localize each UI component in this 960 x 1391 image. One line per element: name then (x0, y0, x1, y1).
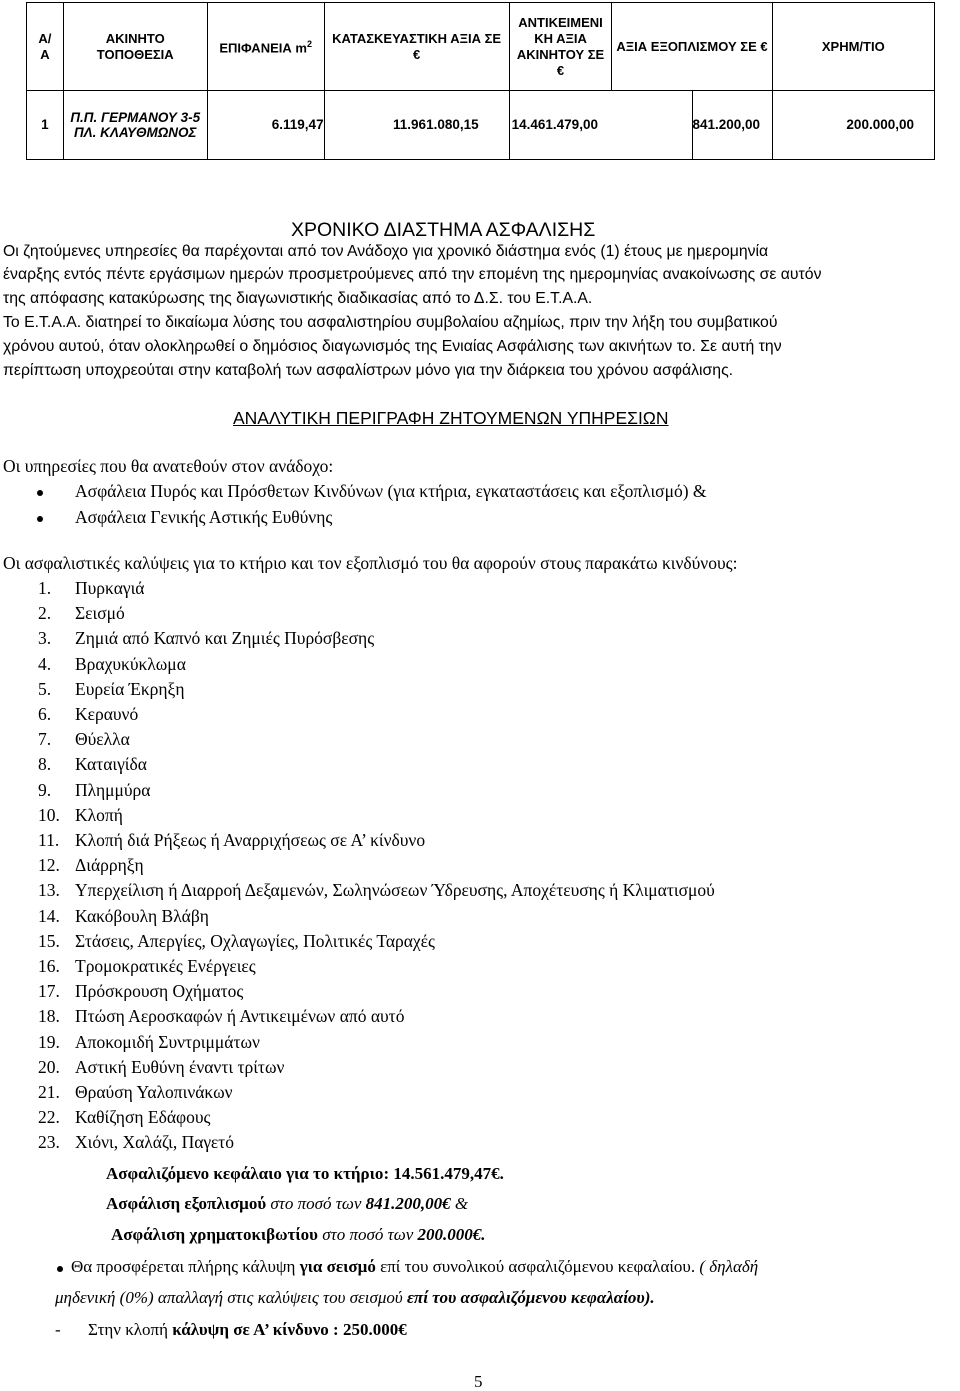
list-item-number: 22. (38, 1107, 60, 1128)
list-item (38, 906, 209, 927)
list-item-number: 8. (38, 754, 52, 775)
paragraph-line: περίπτωση υποχρεούται στην καταβολή των ασφαλίστρων μόνο για την διάρκεια του χρόνου ασφάλισης. (3, 362, 734, 379)
list-item-number: 11. (38, 830, 60, 850)
list-item-text: Χιόνι, Χαλάζι, Παγετό (75, 1132, 234, 1153)
list-item (38, 729, 130, 750)
list-item (38, 1032, 260, 1053)
list-item-text: Αστική Ευθύνη έναντι τρίτων (75, 1056, 285, 1077)
list-item-number: 4. (38, 653, 52, 674)
list-item-number: 12. (38, 855, 60, 876)
list-item (38, 628, 374, 649)
cell-location: Π.Π. ΓΕΡΜΑΝΟΥ 3-5 ΠΛ. ΚΛΑΥΘΜΩΝΟΣ (63, 91, 207, 160)
list-item-number: 6. (38, 704, 52, 724)
list-item-text: Ζημιά από Καπνό και Ζημιές Πυρόσβεσης (75, 628, 375, 649)
services-intro: Οι υπηρεσίες που θα ανατεθούν στον ανάδοχο: (3, 456, 334, 476)
list-item-number: 23. (38, 1132, 60, 1153)
list-item-text: Καταιγίδα (75, 754, 147, 775)
section-title-services: ΑΝΑΛΥΤΙΚΗ ΠΕΡΙΓΡΑΦΗ ΖΗΤΟΥΜΕΝΩΝ ΥΠΗΡΕΣΙΩΝ (233, 408, 669, 428)
earthquake-clause-line2: μηδενική (0%) απαλλαγή στις καλύψεις του σεισμού επί του ασφαλιζόμενου κεφαλαίου). (55, 1288, 655, 1307)
list-item (38, 805, 123, 826)
list-item-number: 18. (38, 1006, 60, 1027)
paragraph-line: χρόνου αυτού, όταν ολοκληρωθεί ο δημόσιος διαγωνισμός της Ενιαίας Ασφάλισης των ακινήτων το. Σε αυτή την (3, 338, 782, 355)
cell-construction-value: 11.961.080,15 (324, 91, 509, 160)
list-item (38, 603, 125, 624)
list-item-number: 10. (38, 804, 60, 825)
header-construction-value: ΚΑΤΑΣΚΕΥΑΣΤΙΚΗ ΑΞΙΑ ΣΕ € (324, 3, 509, 91)
list-item (38, 754, 147, 775)
list-item (38, 1006, 404, 1027)
list-item (38, 1107, 210, 1128)
list-item-number: 7. (38, 729, 52, 750)
property-table (26, 2, 935, 160)
cell-equipment-value: 841.200,00 (692, 91, 772, 160)
paragraph-line: της απόφασης κατακύρωσης της διαγωνιστικής διαδικασίας από το Δ.Σ. του Ε.Τ.Α.Α. (3, 290, 593, 307)
list-item-number: 19. (38, 1031, 60, 1052)
list-item-number: 21. (38, 1082, 60, 1102)
list-item-number: 2. (38, 603, 52, 624)
list-item-text: Στάσεις, Απεργίες, Οχλαγωγίες, Πολιτικές Ταραχές (75, 930, 435, 951)
list-item (38, 1057, 284, 1078)
list-item-number: 3. (38, 628, 52, 649)
service-item: Ασφάλεια Πυρός και Πρόσθετων Κινδύνων (για κτήρια, εγκαταστάσεις και εξοπλισμό) & (75, 481, 707, 501)
list-item-text: Βραχυκύκλωμα (75, 653, 186, 674)
safe-capital: Ασφάλιση χρηματοκιβωτίου στο ποσό των 200.000€. (111, 1225, 486, 1244)
list-item-text: Κλοπή (75, 804, 123, 825)
bullet-icon (37, 490, 43, 496)
list-item (38, 578, 144, 599)
cell-contents-value: 14.461.479,00 (509, 91, 692, 160)
list-item-number: 17. (38, 981, 60, 1002)
paragraph-line: Το Ε.Τ.Α.Α. διατηρεί το δικαίωμα λύσης του ασφαλιστηρίου συμβολαίου αζημίως, πριν την λήξη του συμβατικού (3, 314, 778, 331)
cell-safe: 200.000,00 (772, 91, 934, 160)
service-item: Ασφάλεια Γενικής Αστικής Ευθύνης (75, 507, 333, 527)
list-item-text: Θύελλα (75, 729, 130, 750)
list-item (38, 981, 243, 1002)
header-contents-value: ΑΝΤΙΚΕΙΜΕΝΙ ΚΗ ΑΞΙΑ ΑΚΙΝΗΤΟΥ ΣΕ € (509, 3, 612, 91)
list-item-text: Καθίζηση Εδάφους (75, 1107, 211, 1128)
header-location: ΑΚΙΝΗΤΟ ΤΟΠΟΘΕΣΙΑ (63, 3, 207, 91)
list-item-text: Θραύση Υαλοπινάκων (75, 1082, 233, 1102)
list-item-number: 5. (38, 678, 52, 699)
header-aa: Α/ Α (27, 3, 64, 91)
list-item-text: Πλημμύρα (75, 779, 151, 800)
list-item-text: Κεραυνό (75, 704, 139, 724)
list-item (38, 855, 144, 876)
header-area: ΕΠΙΦΑΝΕΙΑ $m^2$ (207, 3, 324, 91)
list-item (38, 1082, 233, 1103)
table-row (27, 91, 935, 160)
list-item (38, 704, 138, 725)
list-item-text: Κλοπή διά Ρήξεως ή Αναρριχήσεως σε Α’ κίνδυνο (75, 830, 426, 850)
list-item-number: 9. (38, 779, 52, 800)
cell-area: 6.119,47 (207, 91, 324, 160)
list-item-text: Διάρρηξη (75, 855, 144, 876)
coverage-intro: Οι ασφαλιστικές καλύψεις για το κτήριο και τον εξοπλισμό του θα αφορούν στους παρακάτω κινδύνους: (3, 553, 738, 573)
list-item-number: 20. (38, 1056, 60, 1077)
list-item-number: 15. (38, 930, 60, 951)
list-item (38, 956, 256, 977)
list-item-text: Σεισμό (75, 603, 125, 624)
building-capital: Ασφαλιζόμενο κεφάλαιο για το κτήριο: 14.561.479,47€. (106, 1164, 504, 1183)
list-item-text: Πυρκαγιά (75, 578, 145, 598)
list-item-text: Πτώση Αεροσκαφών ή Αντικειμένων από αυτό (75, 1006, 405, 1027)
list-item-number: 13. (38, 880, 60, 901)
bullet-icon (37, 516, 43, 522)
list-item-text: Υπερχείλιση ή Διαρροή Δεξαμενών, Σωληνώσεων Ύδρευσης, Αποχέτευσης ή Κλιματισμού (75, 880, 715, 901)
list-item-number: 16. (38, 956, 60, 976)
list-item (38, 1132, 234, 1153)
list-item (38, 780, 150, 801)
list-item (38, 679, 185, 700)
earthquake-clause-line1: Θα προσφέρεται πλήρης κάλυψη για σεισμό επί του συνολικού ασφαλιζόμενου κεφαλαίου. ( δηλαδή (71, 1257, 759, 1276)
paragraph-line: έναρξης εντός πέντε εργάσιμων ημερών προσμετρούμενες από την επομένη της ημερομηνίας ανακοίνωσης σε αυτόν (3, 266, 822, 283)
list-item-text: Τρομοκρατικές Ενέργειες (75, 956, 256, 976)
section-title-insurance-period: ΧΡΟΝΙΚΟ ΔΙΑΣΤΗΜΑ ΑΣΦΑΛΙΣΗΣ (291, 219, 596, 241)
list-item-text: Αποκομιδή Συντριμμάτων (75, 1031, 260, 1052)
header-equipment-value: ΑΞΙΑ ΕΞΟΠΛΙΣΜΟΥ ΣΕ € (612, 3, 772, 91)
list-item-text: Ευρεία Έκρηξη (75, 678, 185, 699)
list-item-number: 1. (38, 578, 52, 598)
theft-dash: - (55, 1320, 61, 1339)
list-item (38, 880, 715, 901)
page-number: 5 (474, 1372, 483, 1391)
bullet-icon (57, 1266, 63, 1272)
list-item-text: Πρόσκρουση Οχήματος (75, 981, 244, 1002)
cell-aa: 1 (27, 91, 64, 160)
list-item (38, 654, 186, 675)
list-item-number: 14. (38, 905, 60, 926)
list-item (38, 931, 435, 952)
header-safe: ΧΡΗΜ/ΤΙΟ (772, 3, 934, 91)
theft-coverage: Στην κλοπή κάλυψη σε Α’ κίνδυνο : 250.000€ (88, 1320, 407, 1339)
equipment-capital: Ασφάλιση εξοπλισμού στο ποσό των 841.200,00€ & (106, 1194, 469, 1213)
list-item (38, 830, 425, 851)
list-item-text: Κακόβουλη Βλάβη (75, 905, 209, 926)
paragraph-line: Οι ζητούμενες υπηρεσίες θα παρέχονται από τον Ανάδοχο για χρονικό διάστημα ενός (1) έτους με ημερομηνία (3, 243, 769, 260)
